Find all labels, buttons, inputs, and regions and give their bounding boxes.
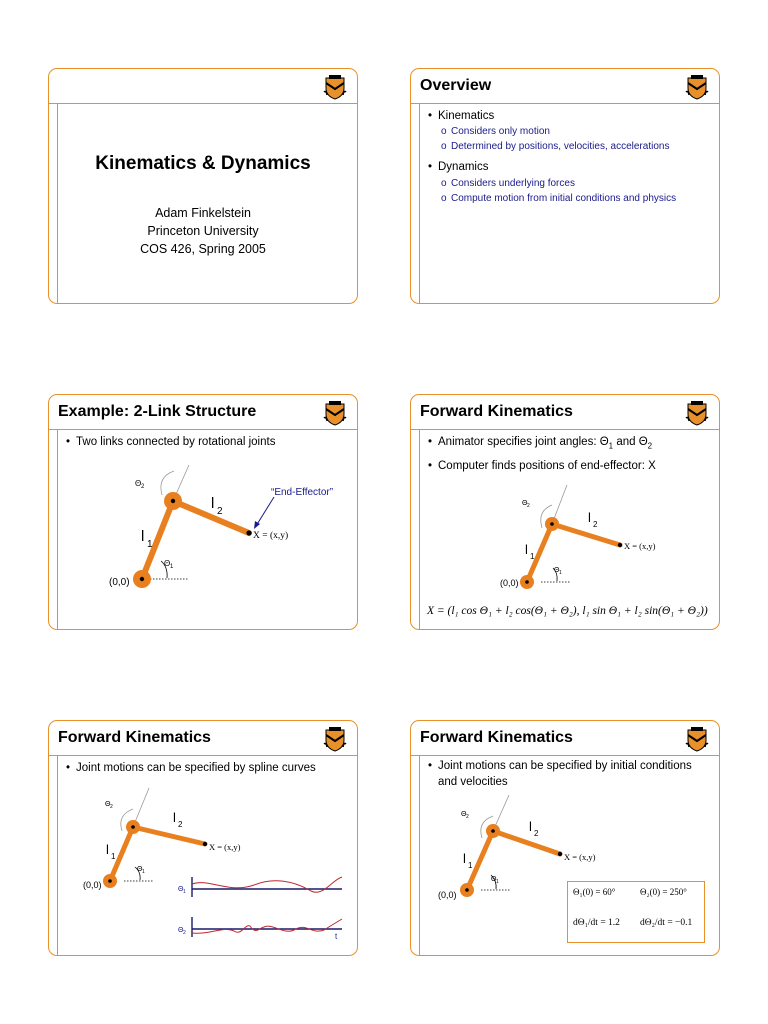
theta2-spline-curve <box>192 919 342 933</box>
slide-title-text: Overview <box>420 77 492 94</box>
end-effector-label: “End-Effector” <box>271 487 334 498</box>
slide-forward-kinematics-1 <box>410 394 720 630</box>
bullet-text: Computer finds positions of end-effector: X <box>438 460 656 472</box>
sub-bullet: o Considers only motion <box>441 126 550 137</box>
theta2-label: Θ <box>135 479 142 488</box>
sub-bullet-text: Determined by positions, velocities, accelerations <box>451 141 670 152</box>
theta1-subscript: 1 <box>142 869 145 875</box>
theta2-subscript: 2 <box>110 804 113 810</box>
bullet: • Joint motions can be specified by spline curves <box>66 762 316 774</box>
bullet: • Computer finds positions of end-effector: X <box>428 460 656 472</box>
princeton-crest-icon <box>323 74 347 100</box>
x-label: X = (x,y) <box>564 852 596 862</box>
bullet-text: Joint motions can be specified by spline curves <box>76 762 316 774</box>
l2-subscript: 2 <box>534 829 539 838</box>
theta2-subscript: 2 <box>466 814 469 820</box>
bullet-text: Animator specifies joint angles: Θ <box>438 436 609 448</box>
theta2-subscript: 2 <box>527 503 530 509</box>
l2-subscript: 2 <box>593 520 598 529</box>
l1-subscript: 1 <box>111 852 116 861</box>
bullet-text: Joint motions can be specified by initial conditions <box>438 760 692 772</box>
elbow-joint-center <box>171 499 175 503</box>
subscript: 2 <box>647 441 653 451</box>
slide-overview <box>410 68 720 304</box>
l2-label: l <box>211 495 215 512</box>
theta1-plot-label: Θ <box>178 886 184 893</box>
bullet: • Animator specifies joint angles: $\Theta_1$ and $\Theta_2$ <box>428 436 653 451</box>
link-2 <box>133 827 205 844</box>
bullet: • Joint motions can be specified by initial conditions <box>428 760 692 772</box>
princeton-crest-icon <box>685 74 709 100</box>
sub-bullet: o Determined by positions, velocities, accelerations <box>441 141 670 152</box>
slide-2link-structure <box>48 394 358 630</box>
theta2-arc <box>161 471 174 495</box>
theta2-subscript: 2 <box>141 484 145 490</box>
bullet-text: and Θ <box>613 436 648 448</box>
slide-title-text: Forward Kinematics <box>420 403 573 420</box>
forward-kinematics-equation: X = (l₁ cos Θ₁ + l₂ cos(Θ₁ + Θ₂), l₁ sin Θ₁ + l₂ sin(Θ₁ + Θ₂)) <box>427 605 708 617</box>
institution: Princeton University <box>147 224 259 238</box>
l2-subscript: 2 <box>217 506 223 517</box>
theta1-spline-curve <box>192 877 342 892</box>
end-effector-point <box>203 842 207 846</box>
bullet-kinematics: • Kinematics <box>428 110 495 122</box>
theta1-label: Θ <box>137 866 143 873</box>
bullet-dynamics: • Dynamics <box>428 161 489 173</box>
two-link-diagram <box>49 721 358 956</box>
l1-subscript: 1 <box>468 861 473 870</box>
base-joint-center <box>108 879 112 883</box>
theta1-subscript: 1 <box>170 564 174 570</box>
l2-label: l <box>588 510 591 525</box>
link-2 <box>552 524 620 545</box>
end-effector-arrow <box>256 497 274 526</box>
slide-title-text: Forward Kinematics <box>420 729 573 746</box>
time-axis-label: t <box>335 932 338 941</box>
x-label: X = (x,y) <box>624 541 656 551</box>
sub-bullet-text: Compute motion from initial conditions and physics <box>451 193 677 204</box>
theta2-plot-subscript: 2 <box>183 930 186 936</box>
x-label: X = (x,y) <box>253 531 289 541</box>
theta1-label: Θ <box>491 876 497 883</box>
author-name: Adam Finkelstein <box>155 206 251 220</box>
slide-header <box>49 69 357 104</box>
theta2-label: Θ <box>461 811 467 818</box>
l1-label: l <box>106 842 109 857</box>
theta2-label: Θ <box>522 500 528 507</box>
l1-label: l <box>463 851 466 866</box>
theta1-plot-subscript: 1 <box>183 889 186 895</box>
slide-forward-kinematics-2 <box>48 720 358 956</box>
origin-label: (0,0) <box>438 890 457 900</box>
l2-label: l <box>173 810 176 825</box>
l2-label: l <box>529 819 532 834</box>
base-joint-center <box>140 577 144 581</box>
link-2 <box>493 831 560 854</box>
theta2-velocity: dΘ₂/dt = −0.1 <box>640 918 693 928</box>
bullet: • Two links connected by rotational joints <box>66 436 276 448</box>
subscript: 1 <box>608 441 614 451</box>
origin-label: (0,0) <box>83 880 102 890</box>
slide-margin-line <box>57 103 58 303</box>
slide-title-text: Example: 2-Link Structure <box>58 403 257 420</box>
sub-bullet-text: Considers only motion <box>451 126 550 137</box>
slide-title <box>48 68 358 304</box>
theta1-velocity: dΘ₁/dt = 1.2 <box>573 918 620 928</box>
bullet-continuation: and velocities <box>438 776 508 788</box>
theta1-label: Θ <box>164 559 171 568</box>
initial-conditions-box <box>567 881 705 943</box>
sub-bullet: o Compute motion from initial conditions and physics <box>441 193 677 204</box>
end-effector-point <box>618 543 622 547</box>
l2-subscript: 2 <box>178 820 183 829</box>
end-effector-point <box>558 852 562 856</box>
l1-subscript: 1 <box>530 552 535 561</box>
base-joint-center <box>465 888 469 892</box>
presentation-title: Kinematics & Dynamics <box>95 153 311 174</box>
bullet-text: Dynamics <box>438 161 489 173</box>
theta1-subscript: 1 <box>559 570 562 576</box>
origin-label: (0,0) <box>109 577 130 588</box>
x-label: X = (x,y) <box>209 842 241 852</box>
course-info: COS 426, Spring 2005 <box>140 242 266 256</box>
base-joint-center <box>525 580 529 584</box>
theta2-initial: Θ₂(0) = 250° <box>640 887 687 897</box>
slide-title-text: Forward Kinematics <box>58 729 211 746</box>
origin-label: (0,0) <box>500 578 519 588</box>
theta1-label: Θ <box>554 567 560 574</box>
l1-subscript: 1 <box>147 539 153 550</box>
sub-bullet-text: Considers underlying forces <box>451 178 575 189</box>
theta2-plot-label: Θ <box>178 927 184 934</box>
l1-label: l <box>525 542 528 557</box>
bullet-text: Kinematics <box>438 110 495 122</box>
l1-label: l <box>141 528 145 545</box>
bullet-text: Two links connected by rotational joints <box>76 436 276 448</box>
end-effector-point <box>246 530 251 535</box>
theta2-label: Θ <box>105 801 111 808</box>
elbow-joint-center <box>550 522 554 526</box>
theta1-subscript: 1 <box>496 879 499 885</box>
theta1-initial: Θ₁(0) = 60° <box>573 887 616 897</box>
arrowhead <box>254 521 260 529</box>
slide-margin-line <box>419 103 420 303</box>
elbow-joint-center <box>491 829 495 833</box>
two-link-diagram <box>49 395 358 630</box>
two-link-diagram <box>411 395 720 630</box>
slide-forward-kinematics-3 <box>410 720 720 956</box>
sub-bullet: o Considers underlying forces <box>441 178 575 189</box>
elbow-joint-center <box>131 825 135 829</box>
